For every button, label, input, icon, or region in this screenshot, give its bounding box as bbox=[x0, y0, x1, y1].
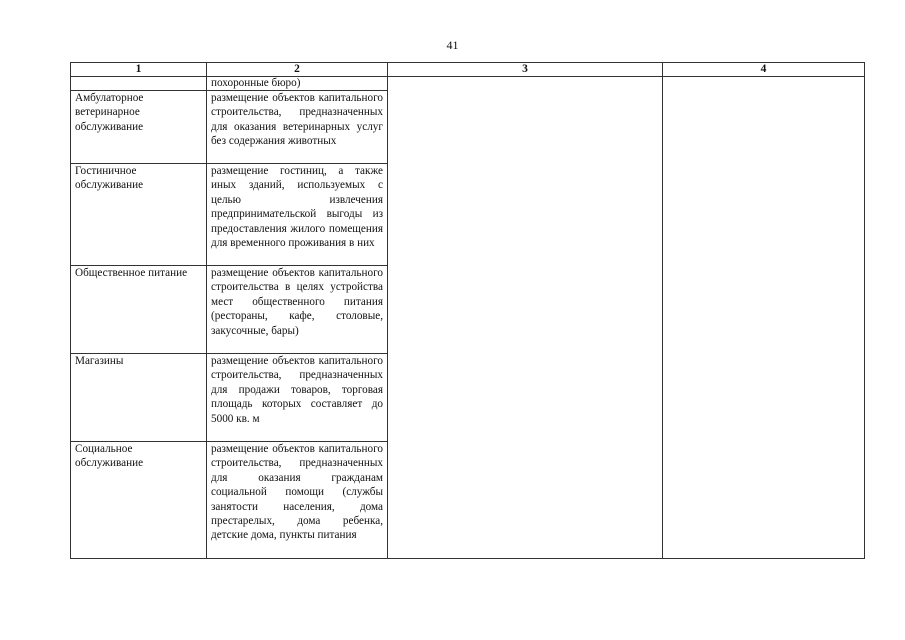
kind-cell: Магазины bbox=[71, 354, 207, 442]
description-cell: размещение объектов капитального строительства, предназначенных для продажи товаров, торговая площадь которых составляет до 5000 кв. м bbox=[207, 354, 388, 442]
description-cell: размещение объектов капитального строительства в целях устройства мест общественного питания (рестораны, кафе, столовые, закусочные, бары) bbox=[207, 266, 388, 354]
column-3-cell bbox=[388, 77, 663, 559]
description-cell: похоронные бюро) bbox=[207, 77, 388, 91]
column-header-2: 2 bbox=[207, 63, 388, 77]
description-cell: размещение гостиниц, а также иных зданий, используемых с целью извлечения предпринимательской выгоды из предоставления жилого помещения для временного проживания в них bbox=[207, 164, 388, 266]
column-header-1: 1 bbox=[71, 63, 207, 77]
land-use-table bbox=[70, 62, 865, 559]
column-4-cell bbox=[663, 77, 865, 559]
kind-cell: Социальное обслуживание bbox=[71, 442, 207, 559]
kind-cell: Гостиничное обслуживание bbox=[71, 164, 207, 266]
kind-cell: Общественное питание bbox=[71, 266, 207, 354]
kind-cell bbox=[71, 77, 207, 91]
column-header-3: 3 bbox=[388, 63, 663, 77]
page-number: 41 bbox=[446, 38, 459, 52]
table-row-continuation bbox=[71, 77, 865, 91]
column-header-4: 4 bbox=[663, 63, 865, 77]
description-cell: размещение объектов капитального строительства, предназначенных для оказания гражданам социальной помощи (службы занятости населения, дома престарелых, дома ребенка, детские дома, пункты питания bbox=[207, 442, 388, 559]
kind-cell: Амбулаторное ветеринарное обслуживание bbox=[71, 91, 207, 164]
table-header-row bbox=[71, 63, 865, 77]
description-cell: размещение объектов капитального строительства, предназначенных для оказания ветеринарных услуг без содержания животных bbox=[207, 91, 388, 164]
